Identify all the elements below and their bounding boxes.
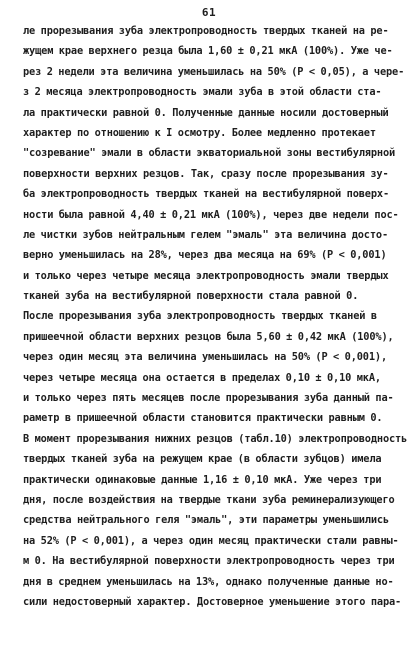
text-line: дня в среднем уменьшилась на 13%, однако полученные данные но-: [23, 575, 394, 588]
text-line: через четыре месяца она остается в пределах 0,10 ± 0,10 мкА,: [23, 371, 381, 384]
text-line: м 0. На вестибулярной поверхности электропроводность через три: [23, 555, 395, 568]
text-line: на 52% (P < 0,001), а через один месяц практически стали равны-: [23, 534, 399, 547]
text-line: и только через четыре месяца электропроводность эмали твердых: [23, 269, 389, 282]
text-line: через один месяц эта величина уменьшилась на 50% (P < 0,001),: [23, 351, 388, 364]
text-line: твердых тканей зуба на режущем крае (в области зубцов) имела: [23, 453, 382, 466]
text-line: тканей зуба на вестибулярной поверхности стала равной 0.: [23, 290, 359, 303]
text-line: ле чистки зубов нейтральным гелем "эмаль" эта величина досто-: [23, 228, 389, 241]
text-line: пришеечной области верхних резцов была 5,60 ± 0,42 мкА (100%),: [23, 330, 394, 343]
text-line: ла практически равной 0. Полученные данные носили достоверный: [23, 106, 389, 119]
text-line: практически одинаковые данные 1,16 ± 0,10 мкА. Уже через три: [23, 473, 382, 486]
text-line: ле прорезывания зуба электропроводность твердых тканей на ре-: [23, 25, 389, 37]
text-line: и только через пять месяцев после прорезывания зуба данный па-: [23, 392, 394, 405]
text-line: характер по отношению к I осмотру. Более медленно протекает: [23, 126, 376, 139]
page-number: 61: [201, 6, 217, 19]
text-line: поверхности верхних резцов. Так, сразу после прорезывания зу-: [23, 167, 389, 180]
text-line: В момент прорезывания нижних резцов (табл.10) электропроводность: [23, 432, 407, 445]
text-line: раметр в пришеечной области становится практически равным 0.: [23, 412, 383, 425]
text-line: ности была равной 4,40 ± 0,21 мкА (100%), через две недели пос-: [23, 208, 399, 221]
text-line: жущем крае верхнего резца была 1,60 ± 0,21 мкА (100%). Уже че-: [23, 45, 393, 58]
text-line: сили недостоверный характер. Достоверное уменьшение этого пара-: [23, 595, 402, 608]
text-body: [23, 21, 407, 612]
text-line: "созревание" эмали в области экваториальной зоны вестибулярной: [23, 147, 396, 160]
text-line: рез 2 недели эта величина уменьшилась на 50% (P < 0,05), а чере-: [23, 65, 405, 78]
text-line: средства нейтрального геля "эмаль", эти параметры уменьшились: [23, 514, 390, 527]
text-line: После прорезывания зуба электропроводность твердых тканей в: [23, 310, 377, 323]
text-line: ба электропроводность твердых тканей на вестибулярной поверх-: [23, 188, 390, 201]
text-line: з 2 месяца электропроводность эмали зуба в этой области ста-: [23, 86, 382, 99]
text-line: верно уменьшилась на 28%, через два месяца на 69% (P < 0,001): [23, 249, 387, 262]
text-line: дня, после воздействия на твердые ткани зуба реминерализующего: [23, 493, 395, 506]
